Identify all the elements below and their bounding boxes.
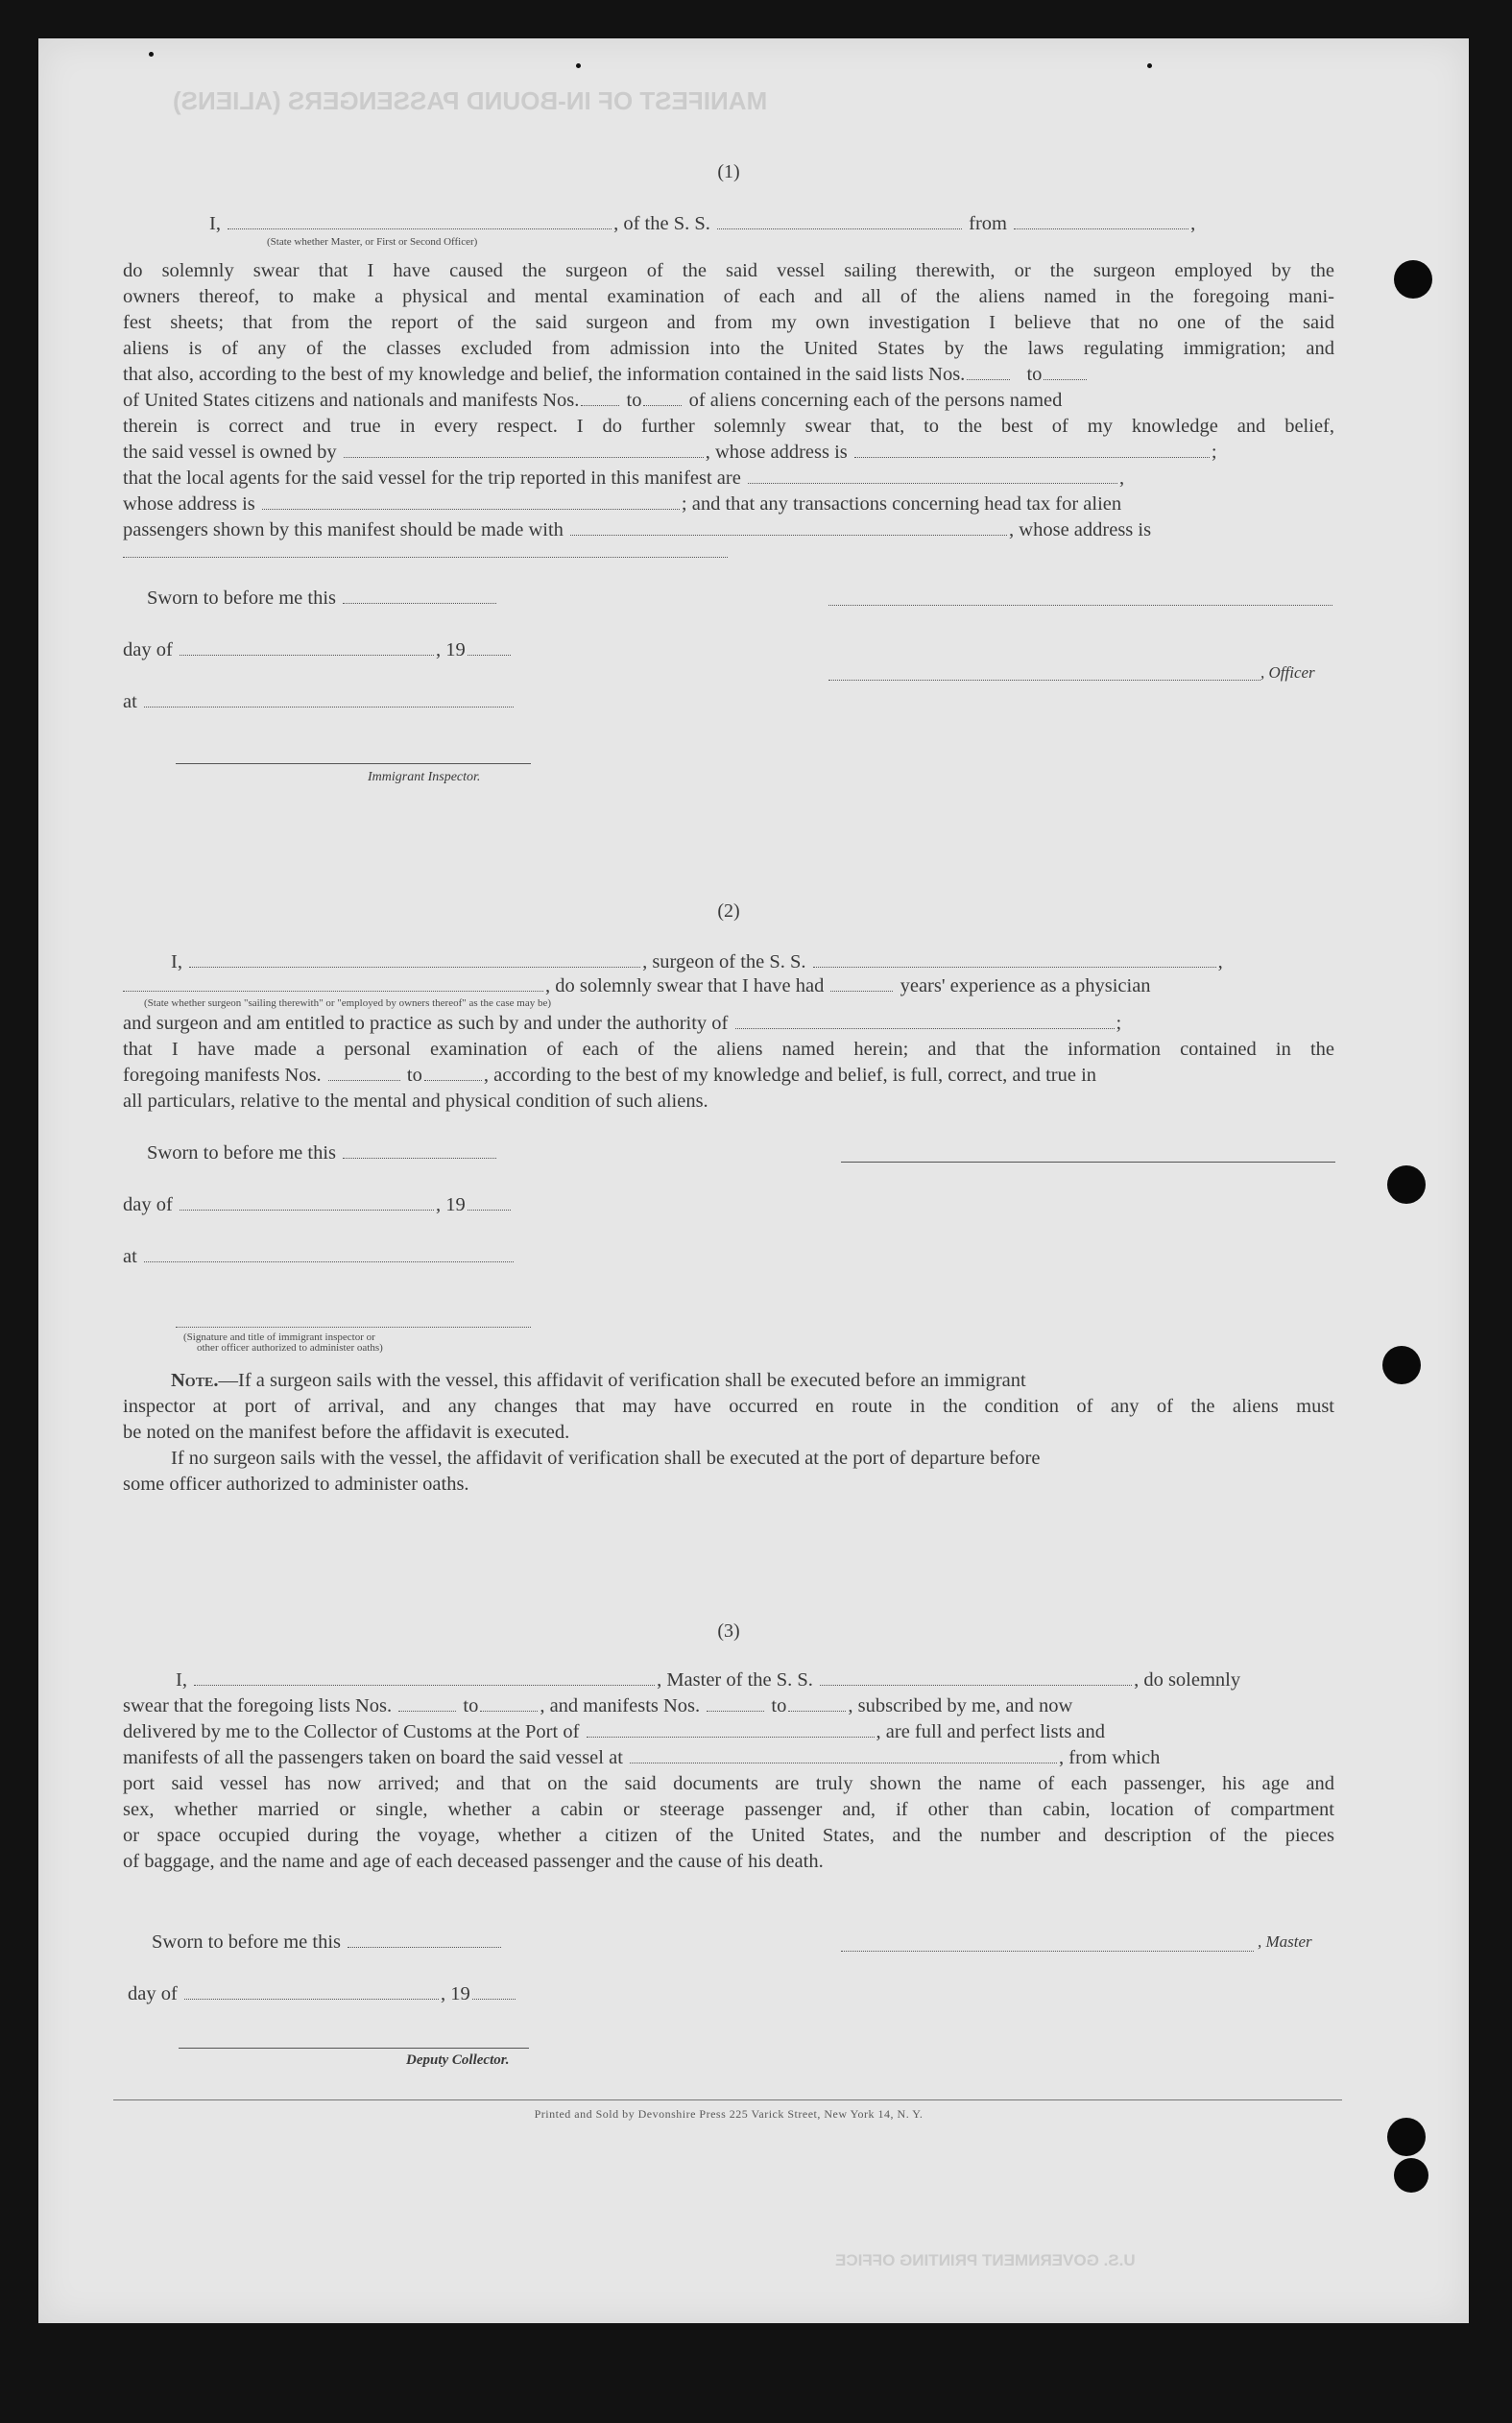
s1-line: [123, 362, 1334, 388]
s1-line: [123, 388, 1334, 414]
s1-line: do solemnly swear that I have caused the surgeon of the said vessel sailing therewith, or the surgeon employed by the: [123, 260, 1334, 281]
s1-officer-signature-line[interactable]: [828, 605, 1332, 606]
s2-i: I,: [171, 951, 182, 972]
s3-master-signature-line[interactable]: [841, 1951, 1254, 1952]
s3-i: I,: [176, 1669, 187, 1691]
s2-vessel-field[interactable]: [813, 951, 1216, 968]
s1-agents-field[interactable]: [748, 468, 1117, 484]
s3-line-text: delivered by me to the Collector of Customs at the Port of: [123, 1721, 580, 1742]
s1-whose-address: , whose address is: [705, 442, 848, 463]
s3-full-perfect: , are full and perfect lists and: [876, 1721, 1106, 1742]
s1-head-tax-field[interactable]: [570, 519, 1007, 536]
s1-sworn: [123, 586, 1334, 612]
s1-line-text: passengers shown by this manifest should be made with: [123, 519, 564, 540]
s3-lists-to-field[interactable]: [480, 1695, 538, 1712]
document-page: [38, 38, 1469, 2323]
s1-month-field[interactable]: [180, 639, 434, 656]
s3-line: port said vessel has now arrived; and that on the said documents are truly shown the name of each passenger, his age and: [123, 1773, 1334, 1794]
s2-note-line: [123, 1446, 1334, 1472]
s1-line-text: that also, according to the best of my knowledge and belief, the information contained in the said lists Nos.: [123, 364, 966, 385]
s3-line: of baggage, and the name and age of each deceased passenger and the cause of his death.: [123, 1851, 824, 1872]
s1-line: [123, 517, 1334, 543]
s1-whose-address: , whose address is: [1009, 519, 1152, 540]
s2-note-line: be noted on the manifest before the affidavit is executed.: [123, 1422, 570, 1443]
punch-hole: [1382, 1346, 1421, 1384]
s2-line: that I have made a personal examination of each of the aliens named herein; and that the information contained in the: [123, 1039, 1334, 1060]
speck: [576, 63, 581, 68]
s1-line: the said vessel is owned by , whose address is ;: [123, 442, 1217, 463]
s3-manifests-from-field[interactable]: [707, 1695, 764, 1712]
s3-line: [123, 1719, 1334, 1745]
s1-line: [123, 492, 1334, 517]
s1-line-text: the said vessel is owned by: [123, 442, 337, 463]
speck: [1147, 63, 1152, 68]
s1-i: I,: [209, 213, 221, 234]
s3-master-name-field[interactable]: [194, 1669, 655, 1686]
s1-line: aliens is of any of the classes excluded from admission into the United States by the laws regulating immigration; and: [123, 338, 1334, 359]
punch-hole: [1394, 2158, 1428, 2193]
s3-deputy-label: Deputy Collector.: [406, 2052, 510, 2068]
s2-caption: (State whether surgeon "sailing therewith" or "employed by owners thereof" as the case may be): [144, 997, 552, 1009]
s2-note-line: some officer authorized to administer oaths.: [123, 1474, 469, 1495]
s1-lists-to-field[interactable]: [1044, 364, 1087, 380]
footer-rule: [113, 2099, 1342, 2100]
s1-ofss: , of the S. S.: [613, 213, 710, 234]
s1-year-field[interactable]: [468, 639, 511, 656]
s1-vessel-field[interactable]: [717, 213, 962, 229]
s1-manifests-to-field[interactable]: [643, 390, 682, 406]
s1-line: therein is correct and true in every respect. I do further solemnly swear that, to the best of my knowledge and belief,: [123, 416, 1334, 437]
s3-line: [123, 1745, 1334, 1771]
s3-from-which: , from which: [1059, 1747, 1161, 1768]
s1-sworn-day-field[interactable]: [343, 588, 496, 604]
s2-at: [123, 1244, 1334, 1270]
s1-to: to: [1026, 364, 1043, 385]
s3-lists-from-field[interactable]: [398, 1695, 456, 1712]
s1-at-text: at: [123, 691, 137, 712]
s1-at: [123, 689, 1334, 715]
s1-manifests-from-field[interactable]: [581, 390, 619, 406]
s2-line-opening: I, , surgeon of the S. S. ,: [171, 951, 1223, 972]
s1-officer-label: , Officer: [1260, 663, 1315, 682]
s1-owner-field[interactable]: [344, 442, 704, 458]
s1-of-aliens: of aliens concerning each of the persons named: [688, 390, 1063, 411]
s1-inspector-signature-line[interactable]: [176, 763, 531, 764]
s3-day-of-text: day of: [128, 1983, 178, 2004]
s2-surgeon-signature-line[interactable]: [841, 1162, 1335, 1163]
s1-line-text: of United States citizens and nationals and manifests Nos.: [123, 390, 580, 411]
s3-and-manifests: , and manifests Nos.: [540, 1695, 701, 1716]
s2-note: [123, 1368, 1334, 1394]
s3-to: to: [771, 1695, 787, 1716]
s1-line: fest sheets; that from the report of the said surgeon and from my own investigation I believe that no one of the said: [123, 312, 1334, 333]
s1-address-line[interactable]: [123, 557, 728, 558]
s3-vessel-field[interactable]: [820, 1669, 1132, 1686]
s3-month-field[interactable]: [184, 1983, 439, 2000]
s2-sig-caption: [183, 1332, 383, 1354]
s2-manifests-to-field[interactable]: [424, 1065, 482, 1081]
s3-subscribed: , subscribed by me, and now: [848, 1695, 1073, 1716]
s1-head-tax: ; and that any transactions concerning head tax for alien: [681, 493, 1122, 515]
s3-day-of: day of , 19: [123, 1981, 1334, 2007]
s1-sworn-text: Sworn to before me this: [147, 588, 336, 609]
s3-line: [123, 1693, 1334, 1719]
s2-years: years' experience as a physician: [900, 975, 1151, 996]
s3-master-of: , Master of the S. S.: [657, 1669, 813, 1691]
s2-line-text: and surgeon and am entitled to practice as such by and under the authority of: [123, 1013, 729, 1034]
section-3-number: (3): [717, 1620, 740, 1642]
s3-sworn-day-field[interactable]: [348, 1931, 501, 1948]
s1-line: owners thereof, to make a physical and mental examination of each and all of the aliens named in the foregoing mani-: [123, 286, 1334, 307]
s1-inspector-label: Immigrant Inspector.: [368, 770, 481, 784]
s1-to: to: [626, 390, 642, 411]
s1-officer-line[interactable]: [828, 680, 1260, 681]
s2-note-label: Note.: [171, 1370, 219, 1391]
s2-surgeon-of: , surgeon of the S. S.: [642, 951, 806, 972]
s1-at-field[interactable]: [144, 691, 514, 708]
s2-line: [123, 1063, 1334, 1089]
s2-day-of: day of , 19: [123, 1192, 1334, 1218]
s2-surgeon-name-field[interactable]: [189, 951, 640, 968]
s2-line-swear: [123, 973, 1334, 999]
s2-at-text: at: [123, 1246, 137, 1267]
s1-line-text: whose address is: [123, 493, 255, 515]
s2-note-line: inspector at port of arrival, and any changes that may have occurred en route in the condition of any of the aliens must: [123, 1396, 1334, 1417]
s2-line: and surgeon and am entitled to practice as such by and under the authority of ;: [123, 1013, 1122, 1034]
s2-line: all particulars, relative to the mental and physical condition of such aliens.: [123, 1091, 708, 1112]
s2-sworn-text: Sworn to before me this: [147, 1142, 336, 1164]
s2-note-text: If no surgeon sails with the vessel, the affidavit of verification shall be executed at the port of departure before: [171, 1448, 1041, 1469]
s3-year-field[interactable]: [472, 1983, 516, 2000]
s2-inspector-signature-line[interactable]: [176, 1327, 531, 1328]
punch-hole: [1387, 2118, 1426, 2156]
s3-port-field[interactable]: [587, 1721, 875, 1738]
s3-do-solemnly: , do solemnly: [1134, 1669, 1241, 1691]
s2-sailing-field[interactable]: [123, 975, 543, 992]
s3-line-text: manifests of all the passengers taken on board the said vessel at: [123, 1747, 623, 1768]
s1-agents-address-field[interactable]: [262, 493, 680, 510]
printer-credit: Printed and Sold by Devonshire Press 225 Varick Street, New York 14, N. Y.: [534, 2107, 924, 2121]
s2-do-swear: , do solemnly swear that I have had: [545, 975, 825, 996]
punch-hole: [1387, 1165, 1426, 1204]
s1-lists-from-field[interactable]: [967, 364, 1010, 380]
s3-year: 19: [450, 1983, 470, 2004]
s1-year: 19: [445, 639, 466, 660]
s3-master-label: , Master: [1258, 1932, 1312, 1951]
s3-to: to: [463, 1695, 479, 1716]
s2-year-field[interactable]: [468, 1194, 511, 1211]
section-2-number: (2): [717, 900, 740, 922]
s1-owner-address-field[interactable]: [854, 442, 1210, 458]
s2-to: to: [406, 1065, 422, 1086]
s1-caption: (State whether Master, or First or Second Officer): [267, 236, 478, 248]
s2-sig-caption-1: (Signature and title of immigrant inspector or: [183, 1331, 375, 1343]
s2-years-field[interactable]: [830, 975, 893, 992]
bleed-through-title: MANIFEST OF IN-BOUND PASSENGERS (ALIENS): [173, 86, 768, 115]
s2-month-field[interactable]: [180, 1194, 434, 1211]
s2-year: 19: [445, 1194, 466, 1215]
bleed-through-stamp: U.S. GOVERNMENT PRINTING OFFICE: [835, 2251, 1136, 2269]
s3-line-opening: [123, 1667, 1334, 1693]
s3-line: or space occupied during the voyage, whether a citizen of the United States, and the number and description of the pieces: [123, 1825, 1334, 1846]
s3-sworn-text: Sworn to before me this: [152, 1931, 341, 1953]
s2-day-of-text: day of: [123, 1194, 173, 1215]
s1-officer-field[interactable]: [228, 213, 612, 229]
s2-authority-field[interactable]: [735, 1013, 1115, 1029]
s1-line-text: that the local agents for the said vessel for the trip reported in this manifest are: [123, 468, 741, 489]
s2-manifests-from-field[interactable]: [328, 1065, 400, 1081]
section-1-number: (1): [717, 161, 740, 182]
s1-from: from: [969, 213, 1007, 234]
s1-line: that the local agents for the said vessel for the trip reported in this manifest are ,: [123, 468, 1125, 489]
s1-day-of-text: day of: [123, 639, 173, 660]
s3-deputy-signature-line[interactable]: [179, 2048, 529, 2049]
s2-sig-caption-2: other officer authorized to administer oaths): [197, 1342, 383, 1354]
s3-departure-field[interactable]: [630, 1747, 1057, 1763]
s3-manifests-to-field[interactable]: [788, 1695, 846, 1712]
s1-day-of: day of , 19: [123, 637, 1334, 663]
s2-line-text: foregoing manifests Nos.: [123, 1065, 322, 1086]
s2-at-field[interactable]: [144, 1246, 514, 1262]
s2-according: , according to the best of my knowledge and belief, is full, correct, and true in: [483, 1065, 1097, 1086]
s1-line-opening: I, , of the S. S. from ,: [209, 213, 1196, 234]
punch-hole: [1394, 260, 1432, 299]
s3-line-text: swear that the foregoing lists Nos.: [123, 1695, 393, 1716]
s1-from-field[interactable]: [1014, 213, 1188, 229]
s3-line: sex, whether married or single, whether a cabin or steerage passenger and, if other than cabin, location of compartment: [123, 1799, 1334, 1820]
s2-sworn-day-field[interactable]: [343, 1142, 496, 1159]
s2-note-text: —If a surgeon sails with the vessel, this affidavit of verification shall be executed before an immigrant: [218, 1370, 1026, 1391]
speck: [149, 52, 154, 57]
